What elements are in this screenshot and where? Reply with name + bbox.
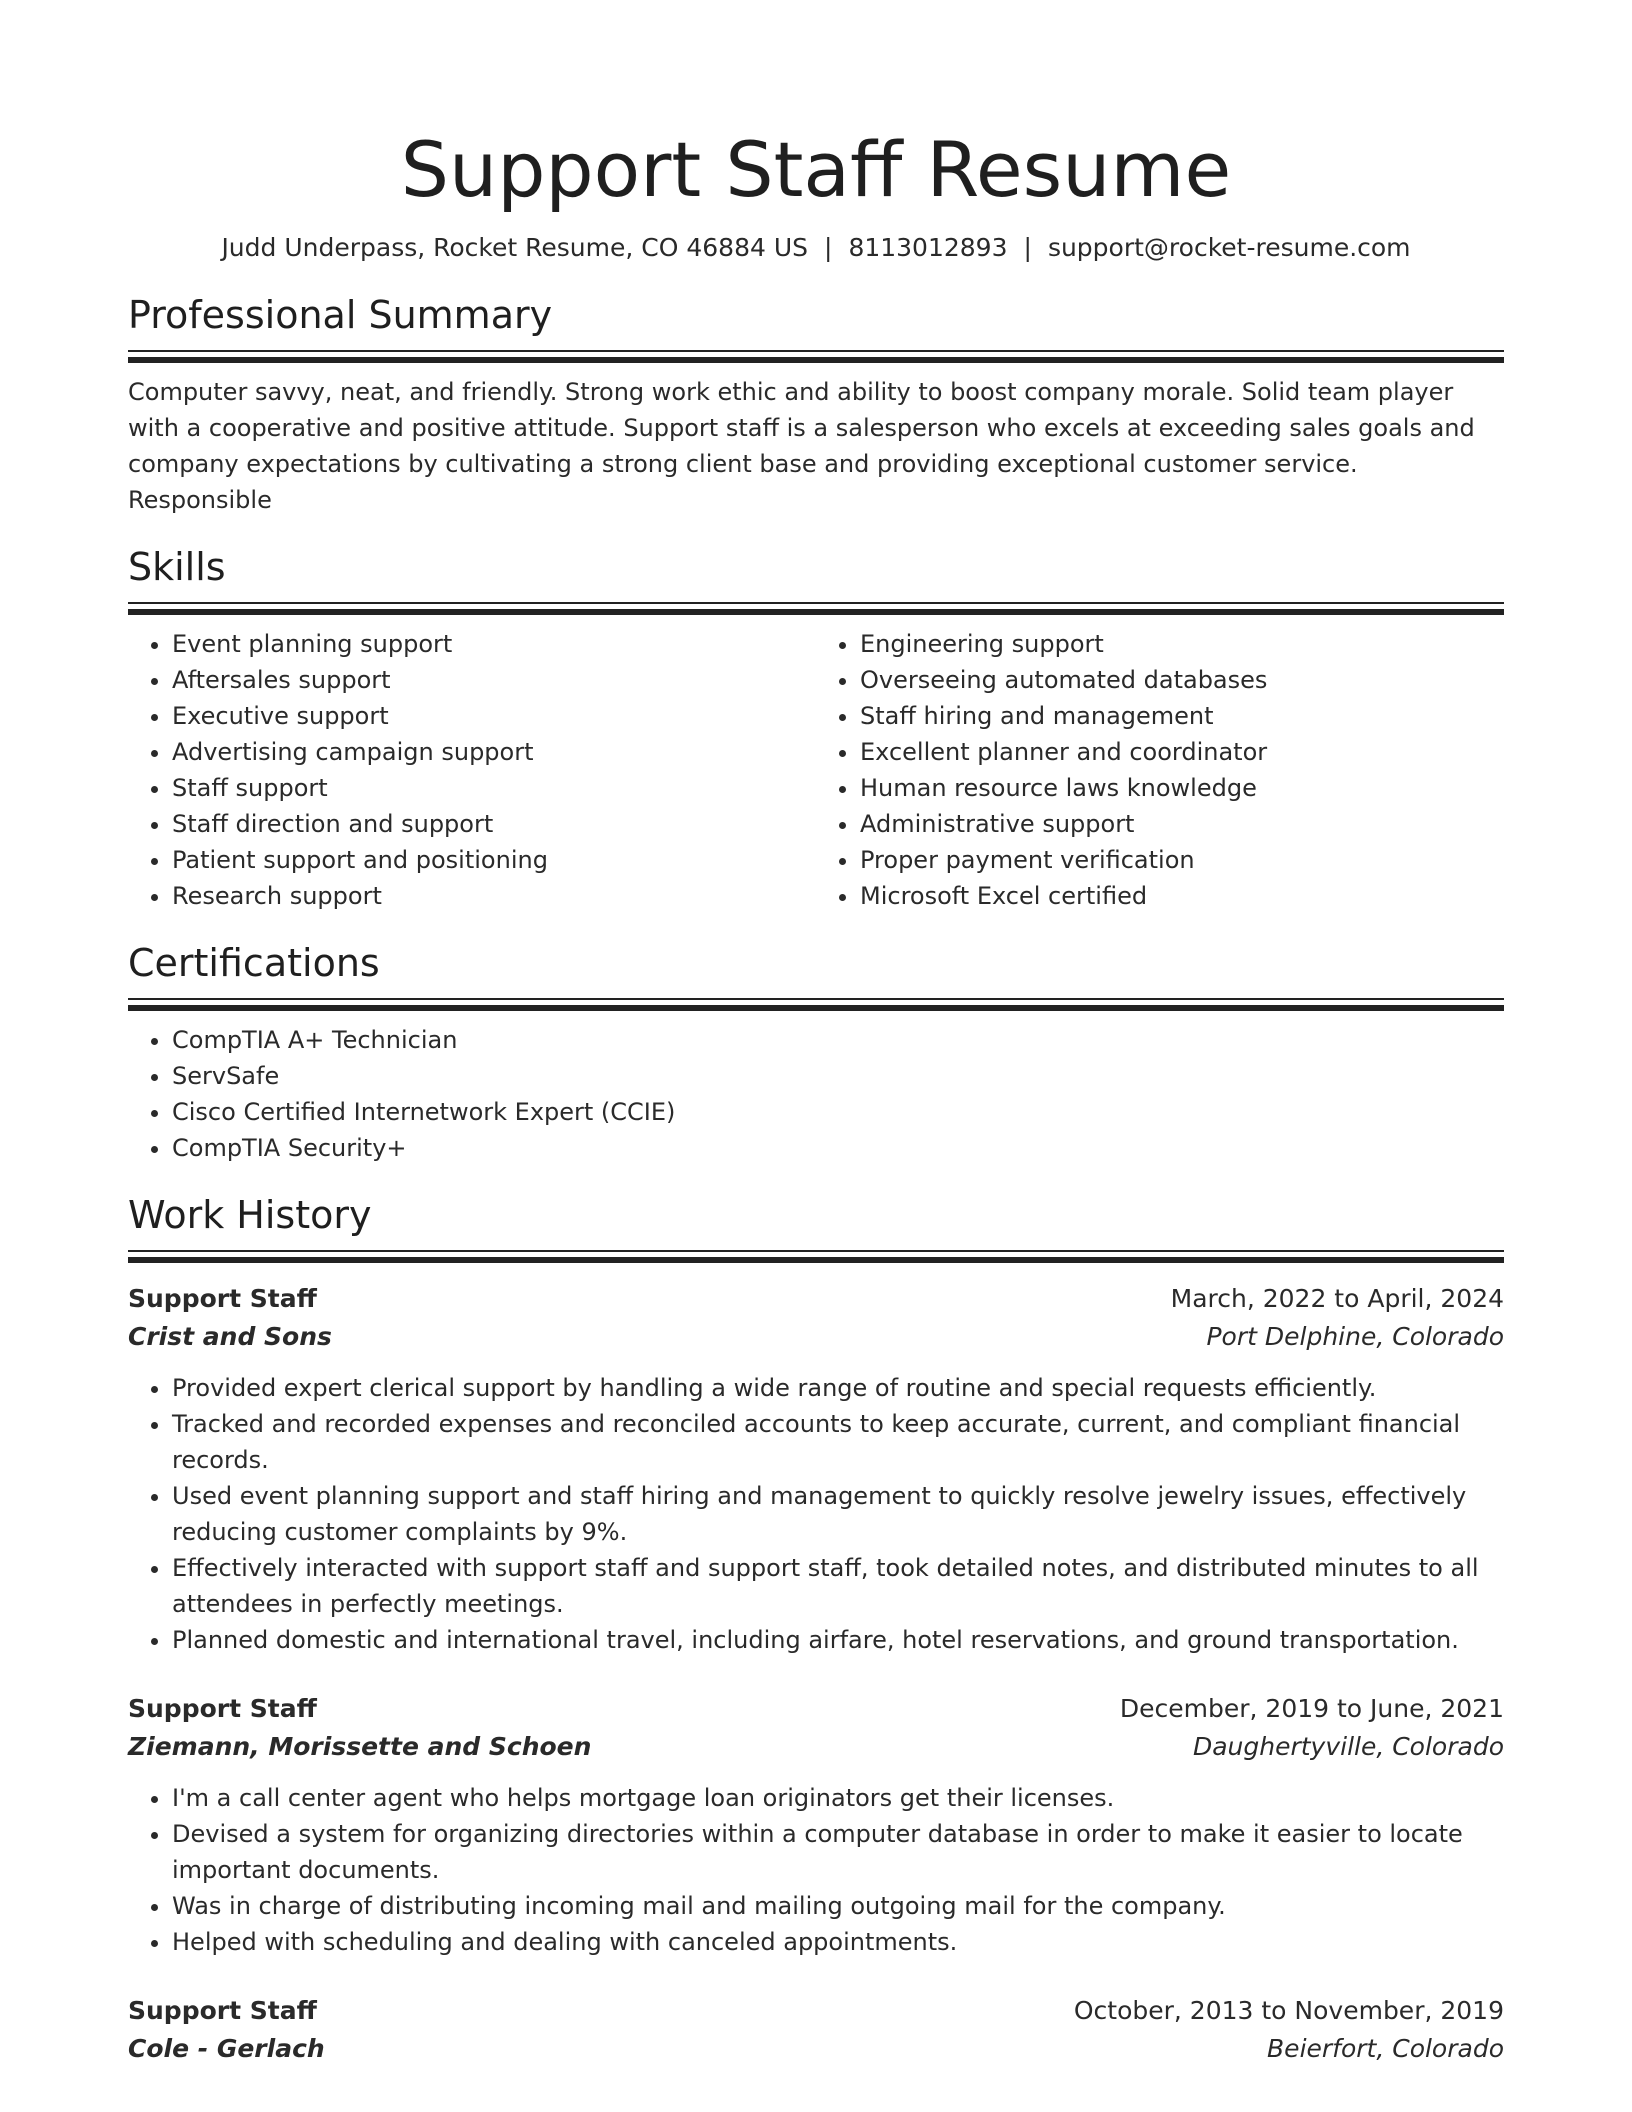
skill-item: • Microsoft Excel certified bbox=[860, 878, 1504, 914]
job-bullets bbox=[128, 1370, 1504, 1658]
job-bullet: • Effectively interacted with support staff and support staff, took detailed notes, and distributed minutes to all attendees in perfectly meetings. bbox=[172, 1550, 1504, 1622]
certification-item: • CompTIA A+ Technician bbox=[172, 1022, 1504, 1058]
skill-item: • Administrative support bbox=[860, 806, 1504, 842]
job-location: Port Delphine, Colorado bbox=[1206, 1322, 1504, 1351]
skill-item: • Patient support and positioning bbox=[172, 842, 816, 878]
job-dates: March, 2022 to April, 2024 bbox=[1170, 1284, 1504, 1313]
contact-line bbox=[128, 232, 1504, 264]
job-bullet: • I'm a call center agent who helps mortgage loan originators get their licenses. bbox=[172, 1780, 1504, 1816]
job-subheader-row bbox=[128, 2030, 1504, 2068]
skill-item: • Human resource laws knowledge bbox=[860, 770, 1504, 806]
job-company: Crist and Sons bbox=[128, 1322, 332, 1351]
skill-item: • Event planning support bbox=[172, 626, 816, 662]
section-heading-skills: Skills bbox=[128, 545, 226, 589]
work-history-section bbox=[128, 1192, 1504, 2068]
section-divider bbox=[128, 1250, 1504, 1264]
skill-item: • Executive support bbox=[172, 698, 816, 734]
contact-phone: 8113012893 bbox=[848, 233, 1008, 262]
job-location: Beierfort, Colorado bbox=[1267, 2034, 1504, 2063]
job-bullet: • Provided expert clerical support by handling a wide range of routine and special requests efficiently. bbox=[172, 1370, 1504, 1406]
job-bullet: • Planned domestic and international travel, including airfare, hotel reservations, and ground transportation. bbox=[172, 1622, 1504, 1658]
skills-section bbox=[128, 544, 1504, 914]
job-subheader-row bbox=[128, 1728, 1504, 1766]
skill-item: • Staff direction and support bbox=[172, 806, 816, 842]
certifications-list bbox=[128, 1022, 1504, 1166]
job-subheader-row bbox=[128, 1318, 1504, 1356]
job-location: Daughertyville, Colorado bbox=[1192, 1732, 1504, 1761]
skill-item: • Staff support bbox=[172, 770, 816, 806]
job-entry bbox=[128, 1992, 1504, 2068]
contact-email[interactable]: support@rocket-resume.com bbox=[1047, 233, 1411, 262]
skill-item: • Advertising campaign support bbox=[172, 734, 816, 770]
section-divider bbox=[128, 998, 1504, 1012]
certification-item: • ServSafe bbox=[172, 1058, 1504, 1094]
job-bullet: • Tracked and recorded expenses and reconciled accounts to keep accurate, current, and compliant financial records. bbox=[172, 1406, 1504, 1478]
resume-title: Support Staff Resume bbox=[400, 125, 1232, 214]
section-heading-summary: Professional Summary bbox=[128, 293, 553, 337]
job-dates: October, 2013 to November, 2019 bbox=[1073, 1996, 1504, 2025]
skills-list-right bbox=[816, 626, 1504, 914]
section-divider bbox=[128, 350, 1504, 364]
skill-item: • Overseeing automated databases bbox=[860, 662, 1504, 698]
section-divider bbox=[128, 602, 1504, 616]
job-bullet: • Helped with scheduling and dealing with canceled appointments. bbox=[172, 1924, 1504, 1960]
certifications-section bbox=[128, 940, 1504, 1166]
skill-item: • Excellent planner and coordinator bbox=[860, 734, 1504, 770]
job-title: Support Staff bbox=[128, 1694, 317, 1723]
contact-separator: | bbox=[824, 233, 833, 262]
contact-address: Judd Underpass, Rocket Resume, CO 46884 US bbox=[221, 233, 808, 262]
job-bullet: • Used event planning support and staff hiring and management to quickly resolve jewelry issues, effectively reducing customer complaints by 9%. bbox=[172, 1478, 1504, 1550]
job-company: Cole - Gerlach bbox=[128, 2034, 325, 2063]
skill-item: • Engineering support bbox=[860, 626, 1504, 662]
job-entry bbox=[128, 1280, 1504, 1658]
job-header-row bbox=[128, 1992, 1504, 2030]
skills-list-left bbox=[128, 626, 816, 914]
job-dates: December, 2019 to June, 2021 bbox=[1119, 1694, 1504, 1723]
skill-item: • Staff hiring and management bbox=[860, 698, 1504, 734]
skill-item: • Research support bbox=[172, 878, 816, 914]
job-title: Support Staff bbox=[128, 1284, 317, 1313]
certification-item: • CompTIA Security+ bbox=[172, 1130, 1504, 1166]
job-header-row bbox=[128, 1690, 1504, 1728]
resume-page bbox=[128, 0, 1504, 2068]
contact-separator: | bbox=[1023, 233, 1032, 262]
summary-text: Computer savvy, neat, and friendly. Strong work ethic and ability to boost company morale. Solid team player with a cooperative and positive attitude. Support staff is a salesperson who excels at exceeding sales goals and company expectations by cultivating a strong client base and providing exceptional customer service. Responsible bbox=[128, 378, 1475, 514]
skills-grid bbox=[128, 626, 1504, 914]
skill-item: • Aftersales support bbox=[172, 662, 816, 698]
skill-item: • Proper payment verification bbox=[860, 842, 1504, 878]
section-heading-certifications: Certifications bbox=[128, 941, 380, 985]
job-bullet: • Devised a system for organizing directories within a computer database in order to make it easier to locate important documents. bbox=[172, 1816, 1504, 1888]
job-header-row bbox=[128, 1280, 1504, 1318]
certification-item: • Cisco Certified Internetwork Expert (CCIE) bbox=[172, 1094, 1504, 1130]
job-bullet: • Was in charge of distributing incoming mail and mailing outgoing mail for the company. bbox=[172, 1888, 1504, 1924]
job-company: Ziemann, Morissette and Schoen bbox=[128, 1732, 592, 1761]
job-title: Support Staff bbox=[128, 1996, 317, 2025]
job-entry bbox=[128, 1690, 1504, 1960]
section-heading-work-history: Work History bbox=[128, 1193, 372, 1237]
summary-section bbox=[128, 292, 1504, 518]
job-bullets bbox=[128, 1780, 1504, 1960]
